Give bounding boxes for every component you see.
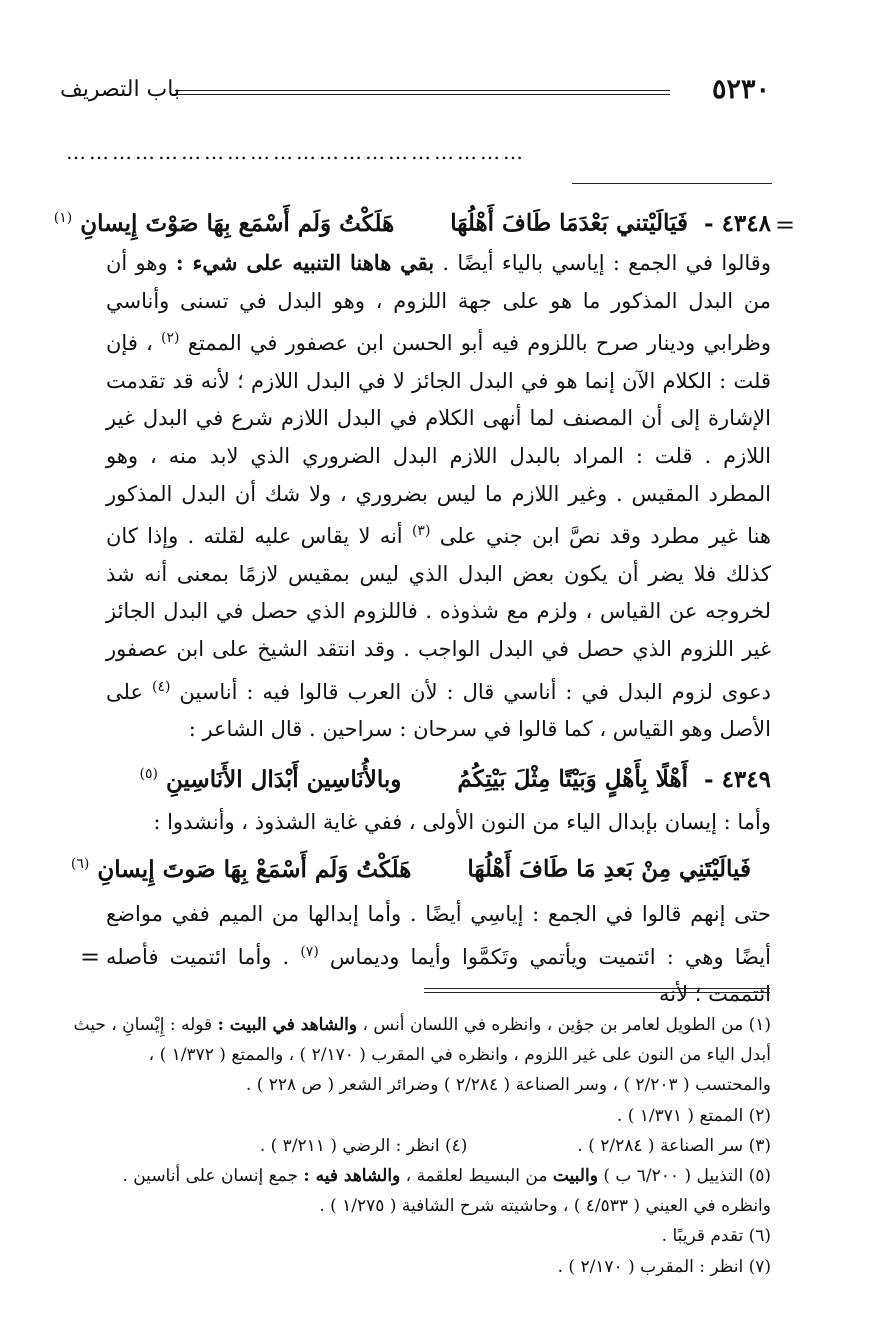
footnote-bold: والشاهد في البيت : [217,1015,358,1035]
footnote-bold: والشاهد فيه : [303,1166,401,1187]
ellipsis-line: …………………………………………………… [66,140,526,164]
footnote-1-line-2: أبدل الياء من النون على غير اللزوم ، وانظره في المقرب ( ٢/١٧٠ ) ، والممتع ( ١/٣٧٢ ) ، [148,1045,771,1066]
verse-4348 [54,196,771,240]
closing-paragraph [106,896,771,1014]
footnote-bold: والبيت [552,1166,598,1187]
footnotes [73,1010,771,1282]
footnote-ref: (٦) [70,856,90,872]
footnote-4: (٤) انظر : الرضي ( ٣/٢١١ ) . [259,1135,468,1156]
body-text-segment: أنه لا يقاس عليه لقلته . وإذا كان كذلك فلا يضر أن يكون بعض البدل الذي ليس بمقيس لازمًا بمعنى أنه شذ لخروجه عن القياس ، ولزم مع شذوذه . فاللزوم الذي حصل في البدل الجائز غير اللزوم الذي حصل في البدل الواجب . وقد انتقد الشيخ على ابن عصفور دعوى لزوم البدل في : أناسي قال : لأن العرب قالوا فيه : أناسين [106,524,771,704]
footnote-ref: (٧) [300,943,319,960]
footnote-7: (٧) انظر : المقرب ( ٢/١٧٠ ) . [557,1256,771,1277]
footnote-5-line-1 [106,1161,771,1191]
verse-hemistich-2: هَلَكْتُ وَلَم أَسْمَع بِهَا صَوْتَ إِيسانِ [80,209,395,237]
footnote-ref: (٥) [139,766,158,782]
verse-number: ٤٣٤٨ - [704,209,771,237]
verse-hemistich-2: وبالأُنَاسِين أَبْدَال الأَنَاسِينِ [165,765,402,793]
body-text-segment: ، فإن قلت : الكلام الآن إنما هو في البدل الجائز لا في البدل اللازم ؛ لأنه قد تقدمت الإشارة إلى أن المصنف لما أنهى الكلام في البدل اللازم شرع في البدل غير اللازم . قلت : المراد بالبدل اللازم البدل الضروري الذي لابد منه ، وهو المطرد المقيس . وغير اللازم ما ليس بضروري ، ولا شك أن البدل المذكور هنا غير مطرد وقد نصَّ ابن جني على [106,331,771,549]
footnote-text: جمع إنسان على أناسين . [122,1166,299,1187]
body-text-segment: على الأصل وهو القياس ، كما قالوا في سرحان : سراحين . قال الشاعر : [106,679,771,742]
chapter-title: باب التصريف [60,77,181,102]
footnote-ref: (٢) [161,330,180,347]
footnote-ref: (٣) [411,523,431,540]
footnote-ref: (١) [53,210,73,226]
verse-hemistich-2: هَلَكْتُ وَلَم أَسْمَعْ بِهَا صَوتَ إِيسانِ [97,855,412,883]
body-bold-segment: بقي هاهنا التنبيه على شيء : [175,250,435,275]
footnote-1-line-1 [73,1010,771,1040]
footnote-3-4-line [106,1131,771,1161]
body-text-segment: وهو أن من البدل المذكور ما هو على جهة اللزوم ، وهو البدل في تسنى وأناسي وظرابي ودينار صرح باللزوم فيه أبو الحسن ابن عصفور في الممتع [106,251,771,356]
footnote-text: (٥) التذييل ( ٦/٢٠٠ ب ) [603,1166,771,1187]
footnote-6: (٦) تقدم قريبًا . [661,1226,771,1247]
footnote-rule [424,988,770,993]
body-text-segment: وقالوا في الجمع : إياسي بالياء أيضًا . [442,251,771,275]
footnote-1-line-3: والمحتسب ( ٢/٢٠٣ ) ، وسر الصناعة ( ٢/٢٨٤ ) وضرائر الشعر ( ص ٢٢٨ ) . [245,1075,771,1096]
body-text-segment: . وأما ائتميت فأصله ائتممت ؛ لأنه [106,944,771,1007]
footnote-text: من البسيط لعلقمة ، [405,1166,548,1187]
body-text-segment: حتى إنهم قالوا في الجمع : إياسِي أيضًا . وأما إبدالها من الميم ففي مواضع أيضًا وهي : ائتميت ويأتمي وتَكمَّوا وأيما وديماس [106,902,771,969]
verse-hemistich-1: أَهْلًا بِأَهْلٍ وَبَيْتًا مِثْلَ بَيْتِكُمُ [457,765,688,793]
body-line: وأما : إيسان بإبدال الياء من النون الأولى ، ففي غاية الشذوذ ، وأنشدوا : [153,810,771,834]
body-paragraph [106,244,771,749]
verse-unnumbered [71,842,751,886]
page-number: ٥٢٣٠ [711,74,770,105]
footnote-text: (١) من الطويل لعامر بن جؤين ، وانظره في اللسان أنس ، [362,1015,771,1035]
continuation-mark-start: = [775,211,796,239]
verse-hemistich-1: فَيَالَيْتني بَعْدَمَا طَافَ أَهْلُهَا [450,209,688,237]
header-rule [175,90,670,95]
verse-rule [572,183,772,184]
footnote-ref: (٤) [151,678,171,695]
verse-number: ٤٣٤٩ - [704,765,771,793]
page-header [60,70,770,110]
verse-4349 [140,752,772,796]
footnote-2: (٢) الممتع ( ١/٣٧١ ) . [616,1105,771,1126]
verse-hemistich-1: فَيالَيْتَنِي مِنْ بَعدِ مَا طَافَ أَهْلُهَا [467,855,751,883]
footnote-text: قوله : إِيْسانِ ، حيث [73,1015,213,1035]
footnote-3: (٣) سر الصناعة ( ٢/٢٨٤ ) . [577,1135,771,1156]
continuation-mark-end: = [80,943,101,971]
footnote-5-line-2: وانظره في العيني ( ٤/٥٣٣ ) ، وحاشيته شرح الشافية ( ١/٢٧٥ ) . [319,1196,771,1217]
